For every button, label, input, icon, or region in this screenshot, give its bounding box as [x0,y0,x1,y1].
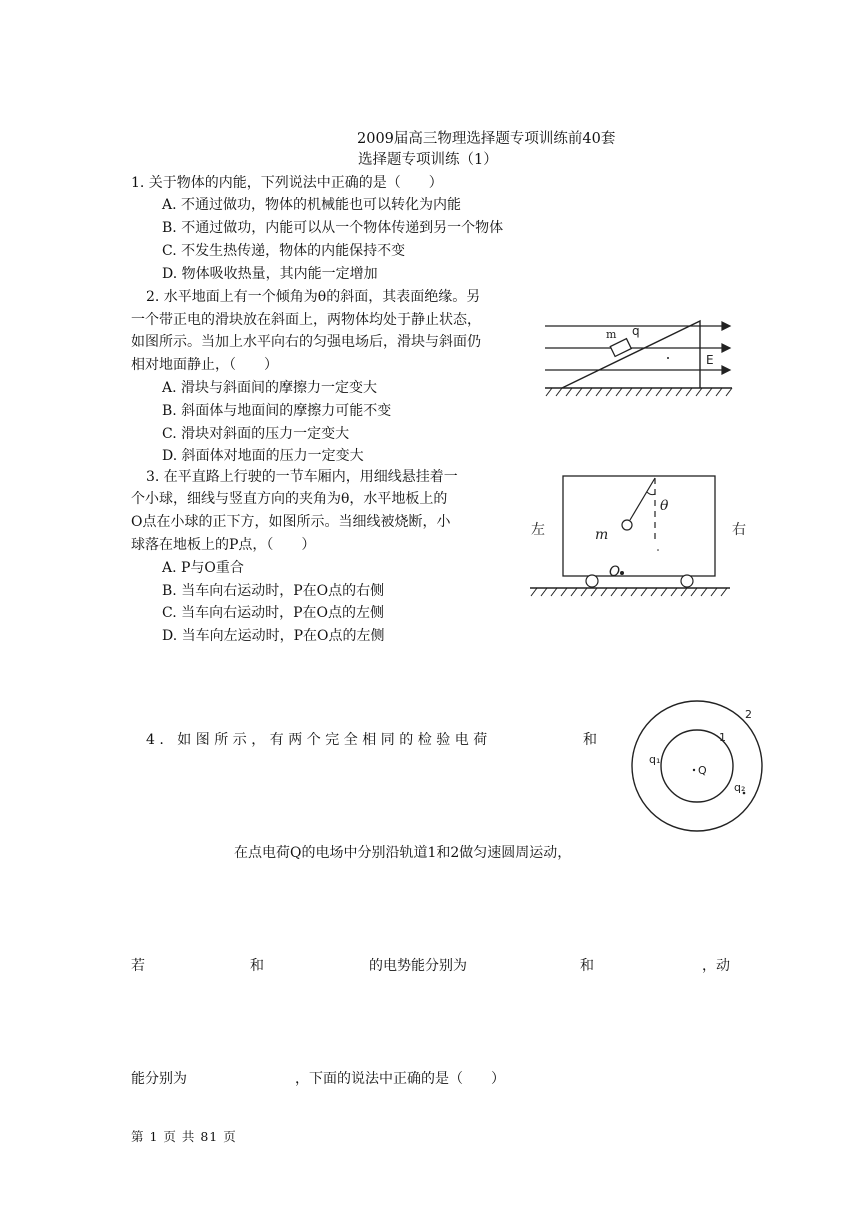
question-3-stem-line-4: 球落在地板上的P点，（ ） [131,537,316,553]
question-2-option-c: C. 滑块对斜面的压力一定变大 [162,426,350,442]
question-3-option-d: D. 当车向左运动时，P在O点的左侧 [162,628,385,644]
question-3-option-a: A. P与O重合 [162,560,244,576]
track-hatching [531,588,727,596]
question-3-option-b: B. 当车向右运动时，P在O点的右侧 [162,583,385,599]
question-4-line-4b: ，下面的说法中正确的是（ ） [295,1071,505,1087]
question-4-line-4a: 能分别为 [131,1071,187,1087]
question-2-stem-line-2: 一个带正电的滑块放在斜面上，两物体均处于静止状态， [131,312,481,328]
point-o-label: O [609,564,621,580]
point-o-dot [620,571,624,575]
question-3-option-c: C. 当车向右运动时，P在O点的左侧 [162,605,385,621]
question-3-stem-line-1: 3. 在平直路上行驶的一节车厢内，用细线悬挂着一 [146,469,458,485]
left-label: 左 [531,522,545,538]
question-1-option-c: C. 不发生热传递，物体的内能保持不变 [162,243,406,259]
right-wheel [681,575,693,587]
right-label: 右 [732,522,746,538]
ground-hatching [546,388,732,396]
question-4-line-1a: 4. 如图所示，有两个完全相同的检验电荷 [146,732,492,748]
theta-label: θ [660,498,669,514]
q1-label: q₁ [649,753,661,766]
pendulum-ball [622,520,632,530]
question-4-line-3-part-4: 和 [580,958,594,974]
question-2-option-a: A. 滑块与斜面间的摩擦力一定变大 [162,380,378,396]
question-4-line-3-part-5: ，动 [702,958,730,974]
question-1-option-d: D. 物体吸收热量，其内能一定增加 [162,266,378,282]
charge-label: q [632,324,640,338]
question-2-stem-line-1: 2. 水平地面上有一个倾角为θ的斜面，其表面绝缘。另 [146,289,481,305]
orbit-2-label: 2 [745,708,752,721]
q2-label: q₂ [734,781,746,794]
question-2-option-b: B. 斜面体与地面间的摩擦力可能不变 [162,403,392,419]
left-wheel [586,575,598,587]
question-2-stem-line-3: 如图所示。当加上水平向右的匀强电场后，滑块与斜面仍 [131,334,481,350]
orbit-2 [632,701,762,831]
orbit-figure [627,696,767,836]
suspension-string [630,478,655,520]
question-4-line-3-part-2: 和 [250,958,264,974]
question-1-stem: 1. 关于物体的内能，下列说法中正确的是（ ） [131,175,443,191]
car-body [563,476,715,576]
page-footer: 第 1 页 共 81 页 [131,1129,237,1144]
question-3-stem-line-2: 个小球，细线与竖直方向的夹角为θ，水平地板上的 [131,491,448,507]
question-3-stem-line-3: O点在小球的正下方，如图所示。当细线被烧断，小 [131,514,451,530]
slider-block [610,339,631,357]
question-4-line-2: 在点电荷Q的电场中分别沿轨道1和2做匀速圆周运动， [234,845,572,861]
document-title: 2009届高三物理选择题专项训练前40套 [357,131,616,147]
orbit-1-label: 1 [719,731,726,744]
question-4-line-1b: 和 [583,732,597,748]
question-4-line-3-part-1: 若 [131,958,145,974]
center-charge-label: Q [698,764,707,777]
question-1-option-b: B. 不通过做功，内能可以从一个物体传递到另一个物体 [162,220,504,236]
document-subtitle: 选择题专项训练（1） [358,152,498,168]
incline-slope [562,321,700,388]
question-2-option-d: D. 斜面体对地面的压力一定变大 [162,448,364,464]
question-4-line-3-part-3: 的电势能分别为 [369,958,467,974]
mass-label: m [595,527,609,543]
incline-figure [540,318,740,404]
field-label: E [706,353,714,367]
question-1-option-a: A. 不通过做功，物体的机械能也可以转化为内能 [162,197,462,213]
mass-label: m [606,328,617,341]
train-car-figure [525,470,755,605]
center-charge-dot [693,769,695,771]
question-2-stem-line-4: 相对地面静止，（ ） [131,357,278,373]
